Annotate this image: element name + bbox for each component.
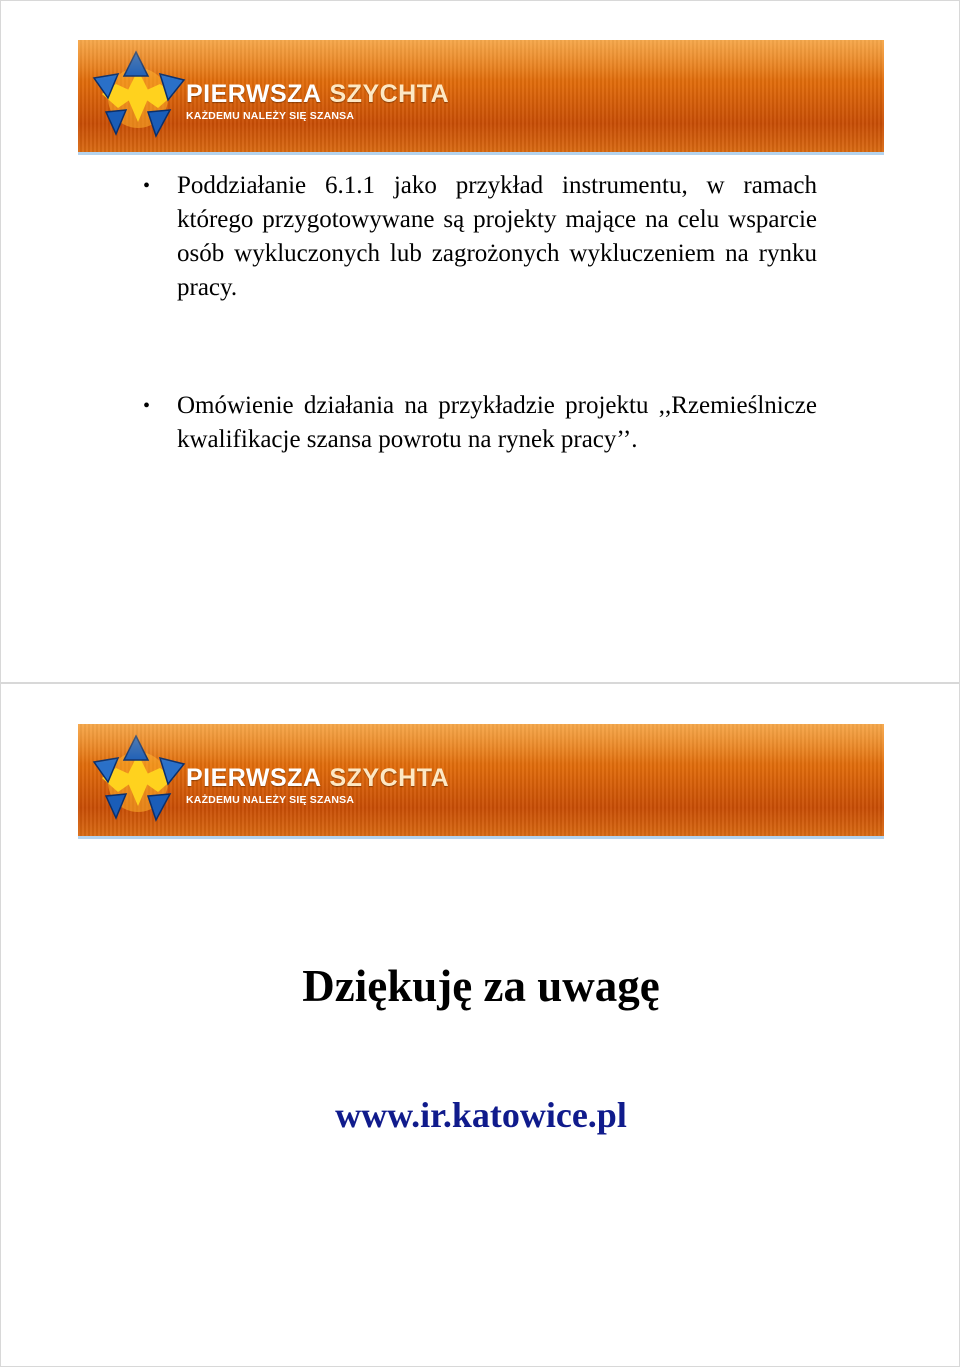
bullet-symbol: • — [143, 175, 151, 197]
header-banner — [78, 724, 884, 839]
bullet-text: Poddziałanie 6.1.1 jako przykład instrumentu, w ramach którego przygotowywane są projekty mające na celu wsparcie osób wykluczonych lub zagrożonych wykluczeniem na rynku pracy. — [177, 172, 817, 301]
brand-word-2: SZYCHTA — [329, 764, 450, 792]
brand-word-1: PIERWSZA — [186, 80, 322, 108]
brand-tagline: KAŻDEMU NALEŻY SIĘ SZANSA — [186, 794, 355, 806]
website-url: www.ir.katowice.pl — [335, 1095, 627, 1135]
brand-word-2: SZYCHTA — [329, 80, 450, 108]
bullet-list — [143, 169, 817, 457]
bullet-item — [143, 389, 817, 457]
star-triangles-logo-icon — [90, 732, 186, 832]
bullet-item — [143, 169, 817, 305]
slide-1 — [0, 0, 960, 683]
brand-name — [186, 82, 449, 107]
bullet-text: Omówienie działania na przykładzie projektu ,,Rzemieślnicze kwalifikacje szansa powrotu na rynek pracy’’. — [177, 392, 817, 453]
header-banner — [78, 40, 884, 155]
brand-tagline: KAŻDEMU NALEŻY SIĘ SZANSA — [186, 110, 355, 122]
thank-you-heading: Dziękuję za uwagę — [302, 961, 660, 1011]
slide-2 — [0, 683, 960, 1367]
brand-name — [186, 766, 449, 791]
brand-word-1: PIERWSZA — [186, 764, 322, 792]
bullet-symbol: • — [143, 395, 151, 417]
star-triangles-logo-icon — [90, 48, 186, 148]
